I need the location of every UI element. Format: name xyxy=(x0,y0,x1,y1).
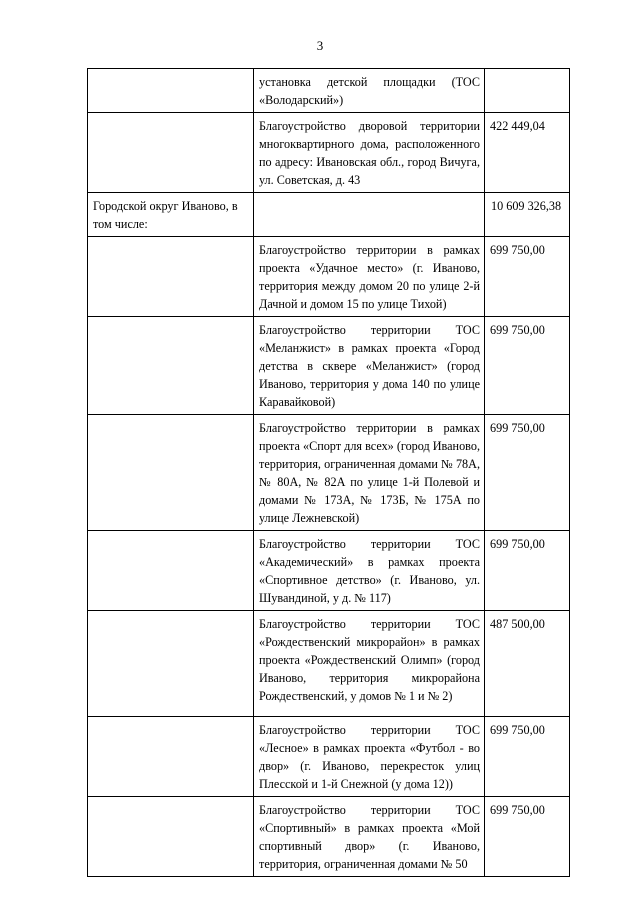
description-cell: установка детской площадки (ТОС «Володарский») xyxy=(254,69,485,113)
table-row xyxy=(88,237,570,317)
region-cell xyxy=(88,611,254,717)
amount-cell: 10 609 326,38 xyxy=(485,193,570,237)
region-cell xyxy=(88,531,254,611)
table-row xyxy=(88,69,570,113)
table-row xyxy=(88,193,570,237)
amount-cell: 699 750,00 xyxy=(485,237,570,317)
table-row xyxy=(88,797,570,877)
amount-cell: 699 750,00 xyxy=(485,797,570,877)
region-cell xyxy=(88,69,254,113)
table-row xyxy=(88,317,570,415)
amount-cell: 699 750,00 xyxy=(485,317,570,415)
description-cell: Благоустройство дворовой территории многоквартирного дома, расположенного по адресу: Ивановская обл., город Вичуга, ул. Советская, д. 43 xyxy=(254,113,485,193)
region-cell xyxy=(88,237,254,317)
region-cell xyxy=(88,317,254,415)
amount-cell: 699 750,00 xyxy=(485,531,570,611)
table-row xyxy=(88,415,570,531)
table-row xyxy=(88,611,570,717)
amount-cell: 699 750,00 xyxy=(485,717,570,797)
description-cell: Благоустройство территории ТОС «Лесное» в рамках проекта «Футбол - во двор» (г. Иваново, перекресток улиц Плесской и 1-й Снежной (у дома 12)) xyxy=(254,717,485,797)
region-cell xyxy=(88,717,254,797)
region-cell xyxy=(88,415,254,531)
description-cell: Благоустройство территории ТОС «Меланжист» в рамках проекта «Город детства в сквере «Меланжист» (город Иваново, территория у дома 140 по улице Каравайковой) xyxy=(254,317,485,415)
description-cell: Благоустройство территории в рамках проекта «Спорт для всех» (город Иваново, территория, ограниченная домами № 78А, № 80А, № 82А по улице 1-й Полевой и домами № 173А, № 173Б, № 175А по улице Лежневской) xyxy=(254,415,485,531)
table-row xyxy=(88,717,570,797)
page-number: 3 xyxy=(316,38,324,53)
description-cell: Благоустройство территории ТОС «Спортивный» в рамках проекта «Мой спортивный двор» (г. Иваново, территория, ограниченная домами № 50 xyxy=(254,797,485,877)
table-row xyxy=(88,113,570,193)
table-row xyxy=(88,531,570,611)
description-cell: Благоустройство территории в рамках проекта «Удачное место» (г. Иваново, территория между домом 20 по улице 2-й Дачной и домом 15 по улице Тихой) xyxy=(254,237,485,317)
description-cell: Благоустройство территории ТОС «Рождественский микрорайон» в рамках проекта «Рождественский Олимп» (город Иваново, территория микрорайона Рождественский, у домов № 1 и № 2) xyxy=(254,611,485,717)
amount-cell: 487 500,00 xyxy=(485,611,570,717)
amount-cell: 699 750,00 xyxy=(485,415,570,531)
description-cell: Благоустройство территории ТОС «Академический» в рамках проекта «Спортивное детство» (г. Иваново, ул. Шувандиной, у д. № 117) xyxy=(254,531,485,611)
region-cell: Городской округ Иваново, в том числе: xyxy=(88,193,254,237)
region-cell xyxy=(88,797,254,877)
description-cell xyxy=(254,193,485,237)
region-cell xyxy=(88,113,254,193)
amount-cell: 422 449,04 xyxy=(485,113,570,193)
funding-table xyxy=(87,68,570,877)
amount-cell xyxy=(485,69,570,113)
